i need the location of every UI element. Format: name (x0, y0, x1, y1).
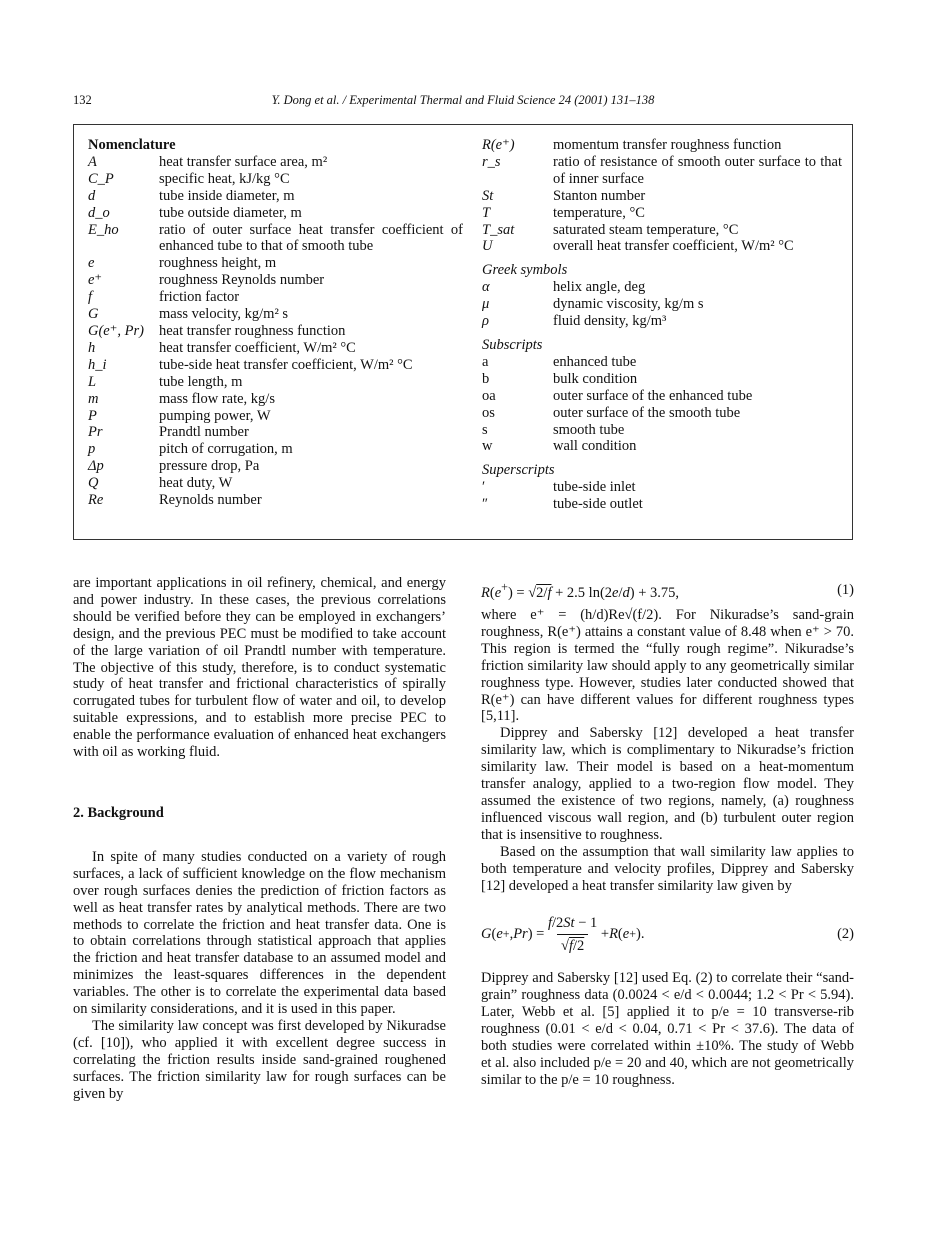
nomenclature-definition: fluid density, kg/m³ (553, 313, 667, 330)
nomenclature-symbol: os (482, 404, 495, 421)
nomenclature-definition: tube-side heat transfer coefficient, W/m² °C (159, 356, 413, 373)
equation-1 (481, 575, 854, 605)
nomenclature-definition: saturated steam temperature, °C (553, 221, 739, 238)
nomenclature-entry (482, 205, 842, 222)
nomenclature-left-column (88, 137, 463, 509)
nomenclature-symbol: T (482, 204, 491, 221)
nomenclature-entry (482, 422, 842, 439)
nomenclature-entry (482, 388, 842, 405)
nomenclature-entry (88, 154, 463, 171)
nomenclature-entry (482, 405, 842, 422)
nomenclature-entry (482, 188, 842, 205)
nomenclature-definition: outer surface of the smooth tube (553, 404, 741, 421)
nomenclature-left-list (88, 154, 463, 509)
nomenclature-symbol: Δp (88, 458, 104, 475)
nomenclature-definition: heat transfer surface area, m² (159, 153, 328, 170)
nomenclature-symbol: P (88, 407, 97, 424)
nomenclature-symbol: Re (88, 492, 104, 509)
nomenclature-symbol: f (88, 289, 93, 306)
nomenclature-definition: outer surface of the enhanced tube (553, 387, 753, 404)
background-paragraph-1: In spite of many studies conducted on a variety of rough surfaces, a lack of sufficient knowledge on the flow mechanism over rough surfaces denies the prediction of friction factors as well as heat transfer rates by analytical methods. There are two methods to correlate the friction and heat transfer data. One is to obtain correlations through statistical approach that applies the friction and heat transfer database to an assumed model and minimizes the least-squares differences in the dependent variables. The other is to correlate the experimental data based on similarity considerations, and it is used in this paper. (73, 848, 446, 1018)
nomenclature-definition: bulk condition (553, 370, 638, 387)
nomenclature-definition: tube outside diameter, m (159, 204, 302, 221)
body-right-column (481, 575, 854, 1089)
nomenclature-symbol: R(e⁺) (482, 137, 515, 153)
nomenclature-entry (88, 424, 463, 441)
nomenclature-entry (88, 340, 463, 357)
nomenclature-entry (88, 475, 463, 492)
nomenclature-symbol: G(e⁺, Pr) (88, 322, 144, 339)
nomenclature-symbol: α (482, 279, 490, 296)
nomenclature-entry (88, 306, 463, 323)
nomenclature-symbol: L (88, 373, 97, 390)
nomenclature-definition: mass velocity, kg/m² s (159, 306, 289, 323)
nomenclature-symbol: ′ (482, 479, 486, 496)
nomenclature-symbol: w (482, 438, 493, 455)
nomenclature-definition: ratio of resistance of smooth outer surface to that of inner surface (553, 153, 842, 187)
nomenclature-symbol: d (88, 187, 96, 204)
nomenclature-entry (88, 391, 463, 408)
nomenclature-symbol: E_ho (88, 221, 119, 238)
nomenclature-entry (88, 374, 463, 391)
nomenclature-definition: friction factor (159, 289, 240, 306)
nomenclature-entry (482, 479, 842, 496)
nomenclature-symbol: C_P (88, 170, 114, 187)
nomenclature-symbol: r_s (482, 153, 501, 170)
superscripts-list (482, 479, 842, 513)
nomenclature-definition: ratio of outer surface heat transfer coefficient of enhanced tube to that of smooth tube (159, 221, 463, 255)
nomenclature-symbol: p (88, 441, 96, 458)
nomenclature-entry (482, 296, 842, 313)
nomenclature-symbol: oa (482, 387, 496, 404)
nomenclature-symbol: m (88, 390, 99, 407)
nomenclature-definition: overall heat transfer coefficient, W/m² °C (553, 238, 794, 255)
nomenclature-definition: tube inside diameter, m (159, 187, 295, 204)
running-header (73, 93, 853, 111)
nomenclature-entry (88, 357, 463, 374)
subscripts-heading: Subscripts (482, 336, 543, 353)
nomenclature-symbol: b (482, 370, 490, 387)
nomenclature-symbol: St (482, 187, 494, 204)
nomenclature-entry (482, 371, 842, 388)
nomenclature-entry (88, 492, 463, 509)
nomenclature-definition: temperature, °C (553, 204, 645, 221)
nomenclature-entry (88, 323, 463, 340)
nomenclature-entry (88, 188, 463, 205)
subscripts-list (482, 354, 842, 455)
nomenclature-definition: roughness height, m (159, 255, 277, 272)
nomenclature-entry (482, 137, 842, 154)
nomenclature-definition: tube length, m (159, 373, 243, 390)
nomenclature-definition: dynamic viscosity, kg/m s (553, 296, 704, 313)
nomenclature-entry (482, 222, 842, 239)
nomenclature-symbol: μ (482, 296, 490, 313)
nomenclature-symbol: s (482, 421, 488, 438)
nomenclature-definition: momentum transfer roughness function (553, 137, 782, 153)
nomenclature-entry (88, 205, 463, 222)
intro-paragraph: are important applications in oil refinery, chemical, and energy and power industry. In these cases, the previous correlations should be verified before they can be employed in exchangers’ design, and the previous PEC must be modified to take account of the large variation of oil Prandtl number with temperature. The objective of this study, therefore, is to conduct systematic study of heat transfer and frictional characteristics of spirally corrugated tubes for turbulent flow of water and oil, to develop suitable expressions, and to establish more precise PEC to enable the performance evaluation of enhanced heat exchangers with oil as working fluid. (73, 575, 446, 761)
nomenclature-definition: pitch of corrugation, m (159, 441, 293, 458)
nomenclature-symbol: e (88, 255, 95, 272)
nomenclature-definition: Prandtl number (159, 424, 249, 441)
nomenclature-entry (482, 279, 842, 296)
equation-1-number: (1) (837, 582, 854, 598)
nomenclature-symbol: h_i (88, 356, 107, 373)
nomenclature-entry (88, 441, 463, 458)
nomenclature-definition: Reynolds number (159, 492, 262, 509)
nomenclature-definition: heat transfer roughness function (159, 322, 346, 339)
nomenclature-definition: mass flow rate, kg/s (159, 390, 275, 407)
nomenclature-entry (482, 354, 842, 371)
nomenclature-symbol: Pr (88, 424, 103, 441)
superscripts-heading: Superscripts (482, 462, 555, 479)
nomenclature-symbol: ρ (482, 313, 489, 330)
nomenclature-definition: tube-side outlet (553, 496, 643, 513)
nomenclature-entry (482, 313, 842, 330)
nomenclature-definition: roughness Reynolds number (159, 272, 325, 289)
nomenclature-symbol: T_sat (482, 221, 515, 238)
nomenclature-definition: enhanced tube (553, 353, 637, 370)
body-left-column (73, 575, 446, 1102)
nomenclature-symbol: Q (88, 475, 99, 492)
page-number: 132 (73, 93, 92, 107)
nomenclature-definition: tube-side inlet (553, 479, 636, 496)
nomenclature-definition: smooth tube (553, 421, 625, 438)
equation-1-body: R(e+) = √2/f + 2.5 ln(2e/d) + 3.75, (481, 580, 680, 601)
nomenclature-right-column (482, 137, 842, 513)
nomenclature-entry (482, 438, 842, 455)
equation-2-body: G ( e + , Pr ) = f/2St − 1 √f/2 + R ( e + ). (481, 906, 644, 962)
nomenclature-symbol: d_o (88, 204, 110, 221)
greek-symbols-list (482, 279, 842, 330)
right-paragraph-2: Dipprey and Sabersky [12] developed a heat transfer similarity law, which is complimentary to Nikuradse’s friction similarity law. Their model is based on a heat-momentum transfer analogy, applied to a two-region flow model. They assumed the existence of two regions, namely, (a) roughness influenced viscous wall region, and (b) turbulent outer region that is insensitive to roughness. (481, 725, 854, 843)
nomenclature-symbol: A (88, 153, 97, 170)
equation-2-number: (2) (837, 926, 854, 943)
nomenclature-definition: pumping power, W (159, 407, 271, 424)
nomenclature-entry (88, 171, 463, 188)
section-heading: 2. Background (73, 804, 164, 821)
nomenclature-definition: helix angle, deg (553, 279, 646, 296)
nomenclature-entry (482, 238, 842, 255)
nomenclature-definition: Stanton number (553, 187, 646, 204)
nomenclature-definition: heat duty, W (159, 475, 233, 492)
nomenclature-entry (88, 255, 463, 272)
nomenclature-definition: specific heat, kJ/kg °C (159, 170, 290, 187)
nomenclature-entry (88, 222, 463, 256)
running-title: Y. Dong et al. / Experimental Thermal and Fluid Science 24 (2001) 131–138 (271, 93, 655, 107)
nomenclature-symbol: ″ (482, 496, 489, 513)
right-paragraph-4: Dipprey and Sabersky [12] used Eq. (2) to correlate their “sand-grain” roughness data (0.0024 < e/d < 0.0044; 1.2 < Pr < 5.94). Later, Webb et al. [5] applied it to p/e = 10 transverse-rib roughness (0.01 < e/d < 0.04, 0.71 < Pr < 37.6). The data of both studies were correlated within ±10%. The study of Webb et al. also included p/e = 20 and 40, which are not geometrically similar to the p/e = 10 roughness. (481, 970, 854, 1088)
nomenclature-title: Nomenclature (88, 137, 176, 153)
right-paragraph-1: where e⁺ = (h/d)Re√(f/2). For Nikuradse’s sand-grain roughness, R(e⁺) attains a constant value of 8.48 when e⁺ > 70. This region is termed the “fully rough regime”. Nikuradse’s friction similarity law should apply to any geometrically similar roughness type. However, studies later conducted showed that R(e⁺) can have different values for different roughness types [5,11]. (481, 607, 854, 725)
nomenclature-entry (88, 408, 463, 425)
nomenclature-definition: heat transfer coefficient, W/m² °C (159, 339, 356, 356)
background-paragraph-2: The similarity law concept was first developed by Nikuradse (cf. [10]), who applied it with excellent degree success in correlating the friction results inside sand-grained roughened surfaces. The friction similarity law for rough surfaces can be given by (73, 1017, 446, 1102)
nomenclature-right-list (482, 137, 842, 255)
nomenclature-symbol: h (88, 339, 96, 356)
greek-symbols-heading: Greek symbols (482, 262, 568, 279)
nomenclature-symbol: e⁺ (88, 272, 103, 289)
nomenclature-entry (88, 272, 463, 289)
equation-2 (481, 906, 854, 962)
nomenclature-box (73, 124, 853, 540)
nomenclature-entry (88, 458, 463, 475)
nomenclature-entry (482, 496, 842, 513)
nomenclature-definition: pressure drop, Pa (159, 458, 260, 475)
nomenclature-entry (482, 154, 842, 188)
nomenclature-definition: wall condition (553, 438, 637, 455)
right-paragraph-3: Based on the assumption that wall similarity law applies to both temperature and velocity profiles, Dipprey and Sabersky [12] developed a heat transfer similarity law given by (481, 843, 854, 894)
nomenclature-symbol: G (88, 306, 99, 323)
nomenclature-entry (88, 289, 463, 306)
nomenclature-symbol: U (482, 238, 493, 255)
nomenclature-symbol: a (482, 353, 489, 370)
